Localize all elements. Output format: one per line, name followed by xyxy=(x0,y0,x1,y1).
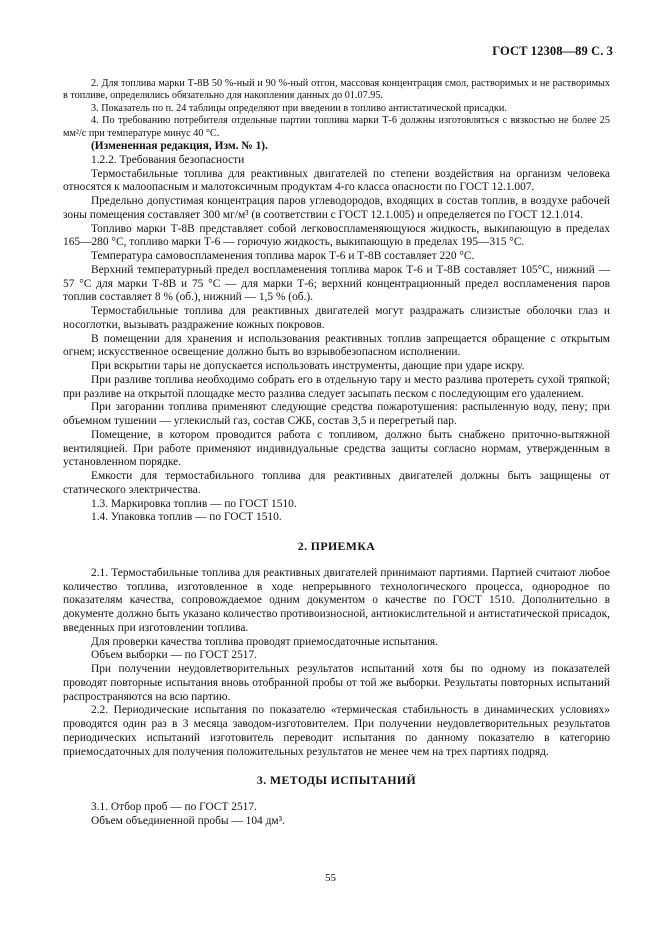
body-paragraph: Объем выборки — по ГОСТ 2517. xyxy=(91,649,258,662)
page-header: ГОСТ 12308—89 С. 3 xyxy=(492,44,613,58)
body-paragraph: В помещении для хранения и использования реактивных топлив запрещается обращение с открытым огнем; искусственное освещение должно быть во взрывобезопасном исполнении. xyxy=(63,332,610,359)
section-title-test-methods: 3. МЕТОДЫ ИСПЫТАНИЙ xyxy=(256,773,417,788)
body-paragraph: При разливе топлива необходимо собрать его в отдельную тару и место разлива протереть сухой тряпкой; при разливе на открытой площадке место разлива следует засыпать песком с последующим его удалением. xyxy=(63,373,610,400)
body-paragraph: 1.4. Упаковка топлив — по ГОСТ 1510. xyxy=(91,511,282,524)
body-paragraph: 3.1. Отбор проб — по ГОСТ 2517. xyxy=(91,801,257,813)
body-paragraph: Для проверки качества топлива проводят приемосдаточные испытания. xyxy=(91,635,439,648)
body-paragraph: Емкости для термостабильного топлива для реактивных двигателей должны быть защищены от статического электричества. xyxy=(63,470,610,496)
body-paragraph: Термостабильные топлива для реактивных двигателей по степени воздействия на организм человека относятся к малоопасным и малотоксичным продуктам 4-го класса опасности по ГОСТ 12.1.007. xyxy=(63,167,610,194)
note-paragraph: 2. Для топлива марки Т-8В 50 %-ный и 90 %-ный отгон, массовая концентрация смол, растворимых и не растворимых в топливе, определялись обязательно для накопления данных до 01.07.95. xyxy=(63,78,610,102)
body-paragraph: Предельно допустимая концентрация паров углеводородов, входящих в состав топлив, в воздухе рабочей зоны помещения составляет 300 мг/м³ (в соответствии с ГОСТ 12.1.005) и определяется по ГОСТ 12.1.014. xyxy=(63,195,610,221)
body-paragraph: Топливо марки Т-8В представляет собой легковоспламеняющуюся жидкость, выкипающую в пределах 165—280 °С, топливо марки Т-6 — горючую жидкость, выкипающую в пределах 195—315 °С. xyxy=(63,222,610,249)
body-paragraph: Термостабильные топлива для реактивных двигателей могут раздражать слизистые оболочки глаз и носоглотки, вызывать раздражение кожных покровов. xyxy=(63,305,610,331)
body-paragraph: При вскрытии тары не допускается использовать инструменты, дающие при ударе искру. xyxy=(91,360,525,372)
amendment-note: (Измененная редакция, Изм. № 1). xyxy=(91,140,268,152)
body-paragraph: 1.3. Маркировка топлив — по ГОСТ 1510. xyxy=(91,497,297,510)
subsection-heading: 1.2.2. Требования безопасности xyxy=(91,153,245,166)
section-title-acceptance: 2. ПРИЕМКА xyxy=(297,539,376,553)
page-number: 55 xyxy=(325,872,336,884)
body-paragraph: Объем объединенной пробы — 104 дм³. xyxy=(91,814,285,827)
body-paragraph: 2.2. Периодические испытания по показателю «термическая стабильность в динамических условиях» проводятся один раз в 3 месяца заводом-изготовителем. При получении неудовлетворительных результатов периодических испытаний изготовитель переводит испытания по данному показателю в категорию приемосдаточных для получения положительных результатов не менее чем на трех партиях подряд. xyxy=(63,704,610,758)
table-notes xyxy=(63,78,610,140)
body-paragraph: Верхний температурный предел воспламенения топлива марок Т-6 и Т-8В составляет 105°С, нижний — 57 °С для марки Т-8В и 75 °С — для марки Т-6; верхний концентрационный предел воспламенения паров топлив составляет 8 % (об.), нижний — 1,5 % (об.). xyxy=(63,263,610,304)
document-body xyxy=(63,140,610,829)
note-paragraph: 4. По требованию потребителя отдельные партии топлива марки Т-6 должны изготовляться с вязкостью не более 25 мм²/с при температуре минус 40 °С. xyxy=(63,115,610,139)
body-paragraph: Помещение, в котором проводится работа с топливом, должно быть снабжено приточно-вытяжной вентиляцией. При работе применяют индивидуальные средства защиты согласно нормам, утвержденным в установленном порядке. xyxy=(63,428,610,469)
note-paragraph: 3. Показатель по п. 24 таблицы определяют при введении в топливо антистатической присадки. xyxy=(91,102,507,114)
body-paragraph: При загорании топлива применяют следующие средства пожаротушения: распыленную воду, пену; при объемном тушении — углекислый газ, состав СЖБ, состав 3,5 и перегретый пар. xyxy=(63,401,610,427)
body-paragraph: При получении неудовлетворительных результатов испытаний хотя бы по одному из показателей проводят повторные испытания вновь отобранной пробы от той же выборки. Результаты повторных испытаний распространяются на всю партию. xyxy=(63,663,610,703)
body-paragraph: Температура самовоспламенения топлива марок Т-6 и Т-8В составляет 220 °С. xyxy=(91,250,475,262)
body-paragraph: 2.1. Термостабильные топлива для реактивных двигателей принимают партиями. Партией считают любое количество топлива, изготовленное в ходе непрерывного технологического процесса, однородное по показателям качества, сопровождаемое одним документом о качестве по ГОСТ 1510. Дополнительно в документе должно быть указано количество противоизносной, антиокислительной и антистатической присадок, введенных при изготовлении топлива. xyxy=(63,566,610,634)
